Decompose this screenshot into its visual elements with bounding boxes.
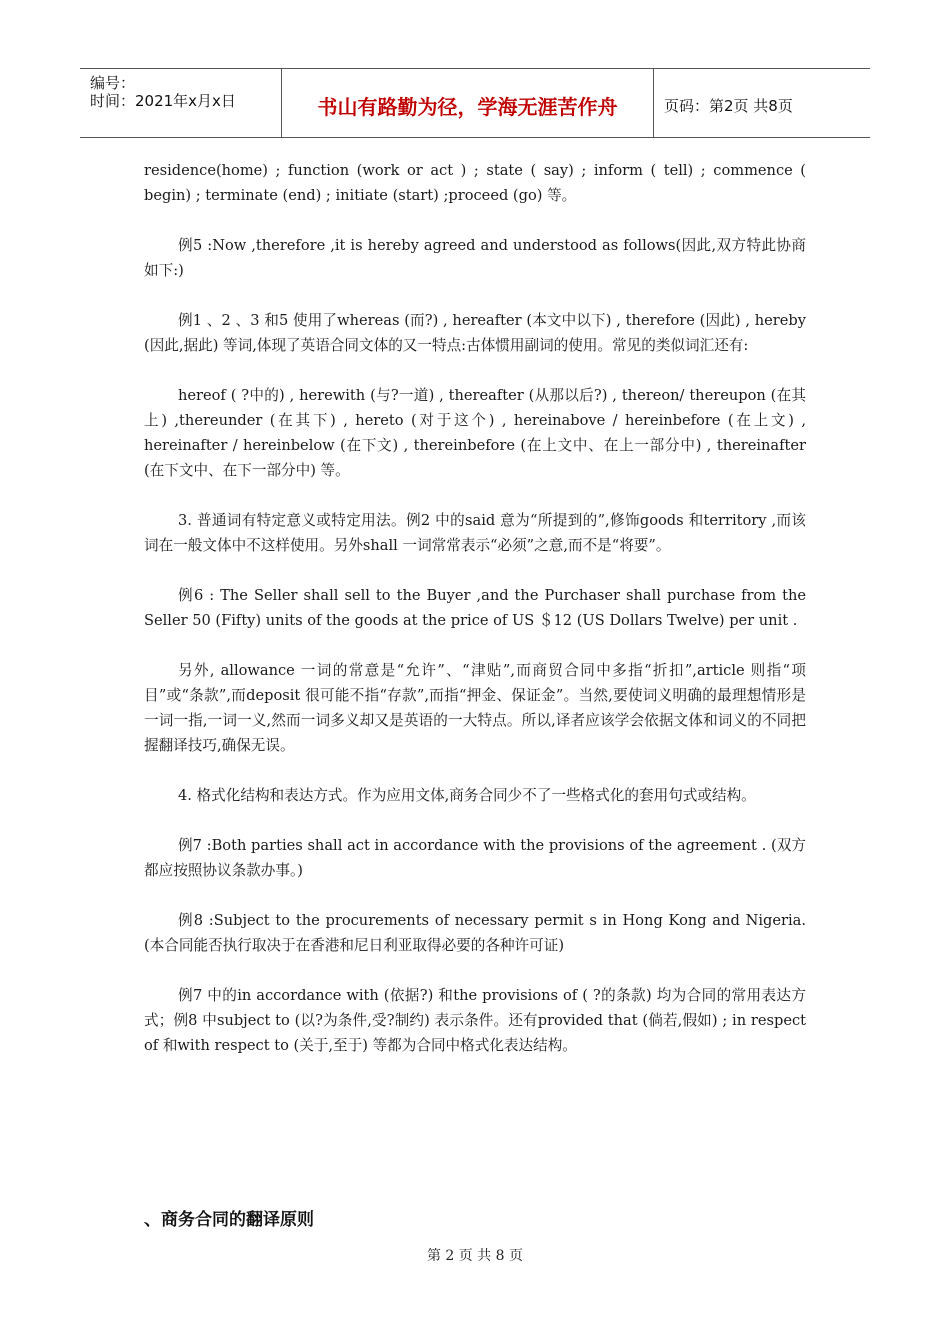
page-header [80,68,870,138]
paragraph-point-3: 3. 普通词有特定意义或特定用法。例2 中的said 意为“所提到的”,修饰goods 和territory ,而该词在一般文体中不这样使用。另外shall 一词常常表示“必须”之意,而不是“将要”。 [144,512,806,554]
header-page-cell [654,69,870,137]
header-meta-cell [80,69,282,137]
page-footer: 第 2 页 共 8 页 [426,1248,524,1264]
paragraph-similar-words: hereof ( ?中的) , herewith (与?一道) , thereafter (从那以后?) , thereon/ thereupon (在其上) ,thereunder (在其下) , hereto (对于这个) , hereinabove / hereinbefore (在上文) , hereinafter / hereinbelow (在下文) , thereinbefore (在上文中、在上一部分中) , thereinafter (在下文中、在下一部分中) 等。 [144,387,806,479]
paragraph-example-5: 例5 :Now ,therefore ,it is hereby agreed and understood as follows(因此,双方特此协商如下:) [144,237,806,279]
paragraph-example-6: 例6 : The Seller shall sell to the Buyer ,and the Purchaser shall purchase from the Seller 50 (Fifty) units of the goods at the price of US ＄12 (US Dollars Twelve) per unit . [144,587,806,629]
paragraph-archaic-adverbs: 例1 、2 、3 和5 使用了whereas (而?) , hereafter (本文中以下) , therefore (因此) , hereby (因此,据此) 等词,体现了英语合同文体的又一特点:古体惯用副词的使用。常见的类似词汇还有: [144,312,806,354]
number-label: 编号： [90,74,136,92]
paragraph-example-7: 例7 :Both parties shall act in accordance with the provisions of the agreement . (双方都应按照协议条款办事。) [144,837,806,879]
paragraph-example-8: 例8 :Subject to the procurements of necessary permit s in Hong Kong and Nigeria. (本合同能否执行取决于在香港和尼日利亚取得必要的各种许可证) [144,912,806,954]
header-page-info: 页码：第2页 共8页 [664,97,793,115]
paragraph-format-expressions: 例7 中的in accordance with (依据?) 和the provisions of ( ?的条款) 均为合同的常用表达方式；例8 中subject to (以?为条件,受?制约) 表示条件。还有provided that (倘若,假如) ; in respect of 和with respect to (关于,至于) 等都为合同中格式化表达结构。 [144,987,806,1054]
paragraph-point-4: 4. 格式化结构和表达方式。作为应用文体,商务合同少不了一些格式化的套用句式或结构。 [178,787,756,804]
time-label: 时间：2021年x月x日 [90,92,236,110]
motto-text: 书山有路勤为径，学海无涯苦作舟 [317,95,618,119]
paragraph-allowance: 另外, allowance 一词的常意是“允许”、“津贴”,而商贸合同中多指“折扣”,article 则指“项目”或“条款”,而deposit 很可能不指“存款”,而指“押金、保证金”。当然,要使词义明确的最理想情形是一词一指,一词一义,然而一词多义却又是英语的一大特点。所以,译者应该学会依据文体和词义的不同把握翻译技巧,确保无误。 [144,662,806,754]
header-motto-cell [282,69,654,137]
paragraph-word-list: residence(home) ; function (work or act ) ; state ( say) ; inform ( tell) ; commence ( begin) ; terminate (end) ; initiate (start) ;proceed (go) 等。 [144,162,806,204]
section-heading: 、商务合同的翻译原则 [144,1210,314,1230]
document-body [144,158,806,1083]
